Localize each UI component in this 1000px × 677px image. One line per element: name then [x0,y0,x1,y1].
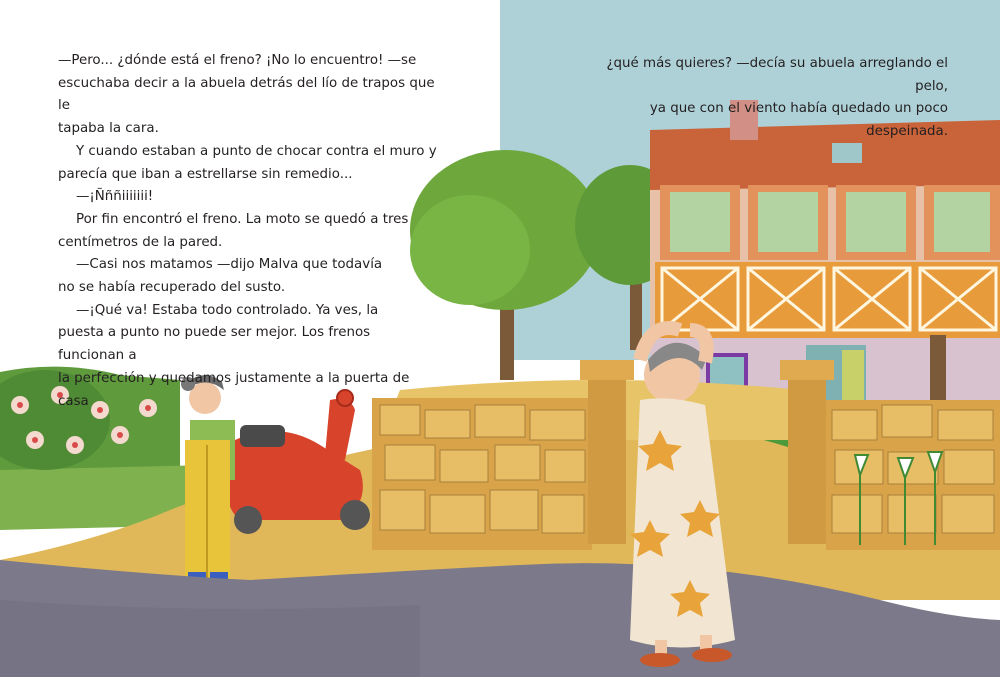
text-line: ¿qué más quieres? —decía su abuela arreglando el pelo, [606,56,948,94]
stone-wall-left [372,398,592,550]
right-page-text [573,53,948,144]
text-line: —¡Ñññiiiiiii! [76,189,154,205]
text-line: —¡Qué va! Estaba todo controlado. Ya ves, la [76,302,379,318]
text-line: centímetros de la pared. [58,234,223,250]
text-line: puesta a punto no puede ser mejor. Los frenos funcionan a [58,325,371,364]
text-line: no se había recuperado del susto. [58,280,286,296]
text-line: tapaba la cara. [58,121,159,137]
text-line: ya que con el viento había quedado un poco despeinada. [649,101,948,140]
stone-wall-right [826,400,1000,550]
gate-pillar-right [788,362,826,544]
gate-pillar-left [588,362,626,544]
text-line: —Casi nos matamos —dijo Malva que todavía [76,257,383,273]
text-line: Por fin encontró el freno. La moto se quedó a tres [76,211,409,227]
text-line: escuchaba decir a la abuela detrás del lío de trapos que le [58,75,435,114]
text-line: la perfección y quedamos justamente a la puerta de casa [58,370,410,409]
text-line: Y cuando estaban a punto de chocar contra el muro y [76,143,437,159]
left-page-text [58,50,438,413]
text-line: parecía que iban a estrellarse sin remedio... [58,166,353,182]
text-line: —Pero... ¿dónde está el freno? ¡No lo encuentro! —se [58,53,417,68]
